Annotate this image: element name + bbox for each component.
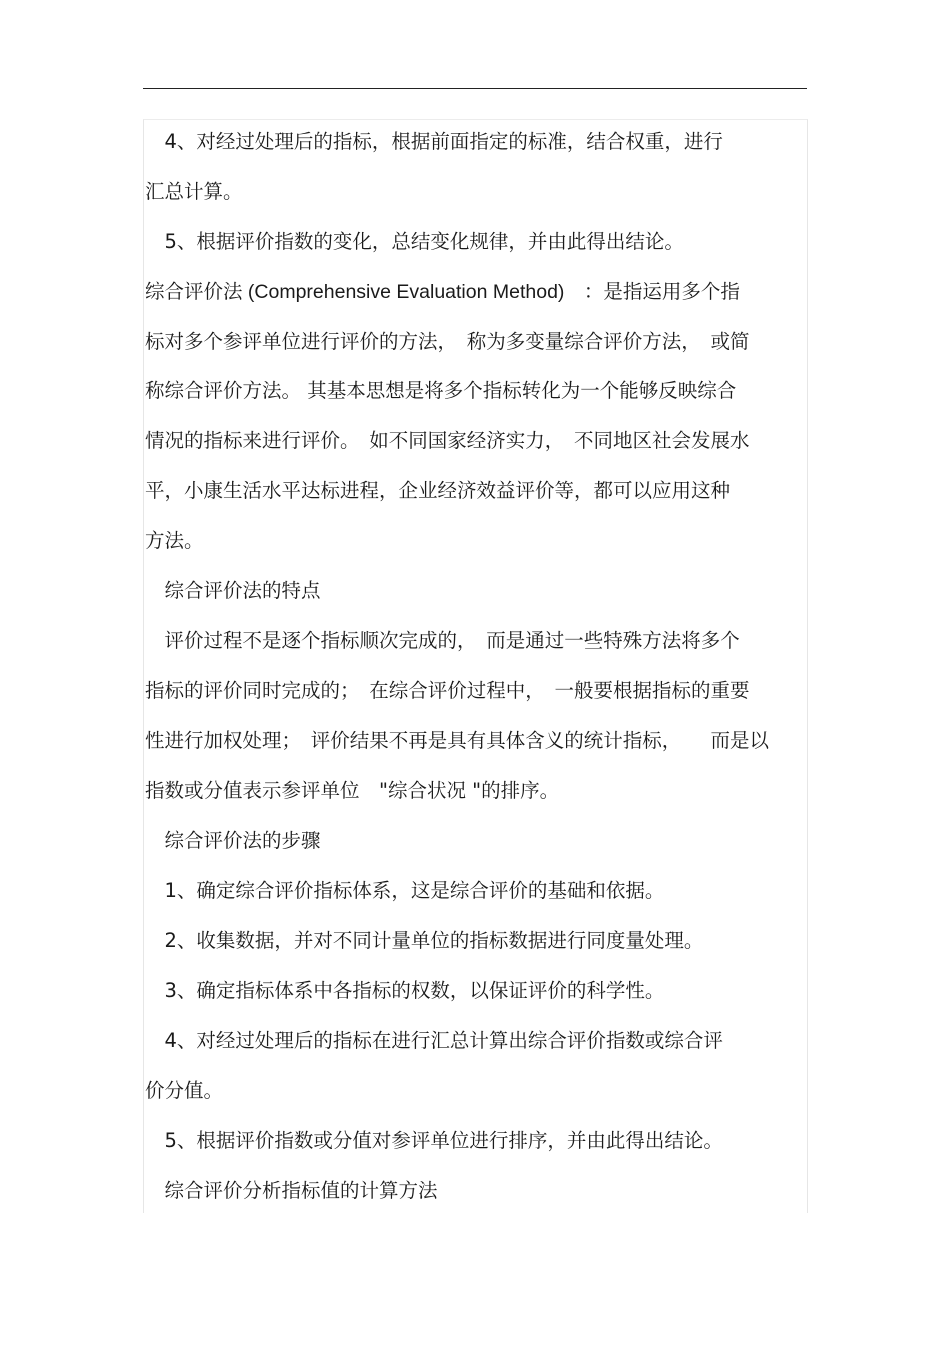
text-line-definition-4: 情况的指标来进行评价。 如不同国家经济实力， 不同地区社会发展水 (145, 429, 750, 452)
text-line-features-2: 指标的评价同时完成的； 在综合评价过程中， 一般要根据指标的重要 (145, 679, 750, 702)
header-rule (143, 88, 807, 89)
text-line-definition-2: 标对多个参评单位进行评价的方法， 称为多变量综合评价方法， 或简 (145, 330, 750, 353)
text-line-features-4: 指数或分值表示参评单位 "综合状况 "的排序。 (145, 779, 560, 802)
text-line-definition-1: 综合评价法 (Comprehensive Evaluation Method) ：是指运用多个指 (145, 281, 740, 303)
text-line-definition-3: 称综合评价方法。 其基本思想是将多个指标转化为一个能够反映综合 (145, 379, 737, 402)
text-line-step4-b: 汇总计算。 (145, 180, 243, 203)
section-heading-steps: 综合评价法的步骤 (145, 829, 321, 852)
text-line-definition-5: 平，小康生活水平达标进程，企业经济效益评价等，都可以应用这种 (145, 479, 731, 502)
text-line-step-4a: 4、对经过处理后的指标在进行汇总计算出综合评价指数或综合评 (145, 1029, 723, 1052)
text-line-features-3: 性进行加权处理； 评价结果不再是具有具体含义的统计指标， 而是以 (145, 729, 770, 752)
section-heading-features: 综合评价法的特点 (145, 579, 321, 602)
text-line-features-1: 评价过程不是逐个指标顺次完成的， 而是通过一些特殊方法将多个 (145, 629, 740, 652)
text-line-step-4b: 价分值。 (145, 1079, 224, 1102)
section-heading-calculation: 综合评价分析指标值的计算方法 (145, 1179, 438, 1202)
text-line-step-1: 1、确定综合评价指标体系，这是综合评价的基础和依据。 (145, 879, 665, 902)
text-line-step-3: 3、确定指标体系中各指标的权数，以保证评价的科学性。 (145, 979, 665, 1002)
text-line-definition-6: 方法。 (145, 529, 204, 552)
text-line-step4-a: 4、对经过处理后的指标，根据前面指定的标准，结合权重，进行 (145, 130, 723, 153)
text-line-step5: 5、根据评价指数的变化，总结变化规律，并由此得出结论。 (145, 230, 684, 253)
text-line-step-2: 2、收集数据，并对不同计量单位的指标数据进行同度量处理。 (145, 929, 704, 952)
text-line-step-5: 5、根据评价指数或分值对参评单位进行排序，并由此得出结论。 (145, 1129, 723, 1152)
